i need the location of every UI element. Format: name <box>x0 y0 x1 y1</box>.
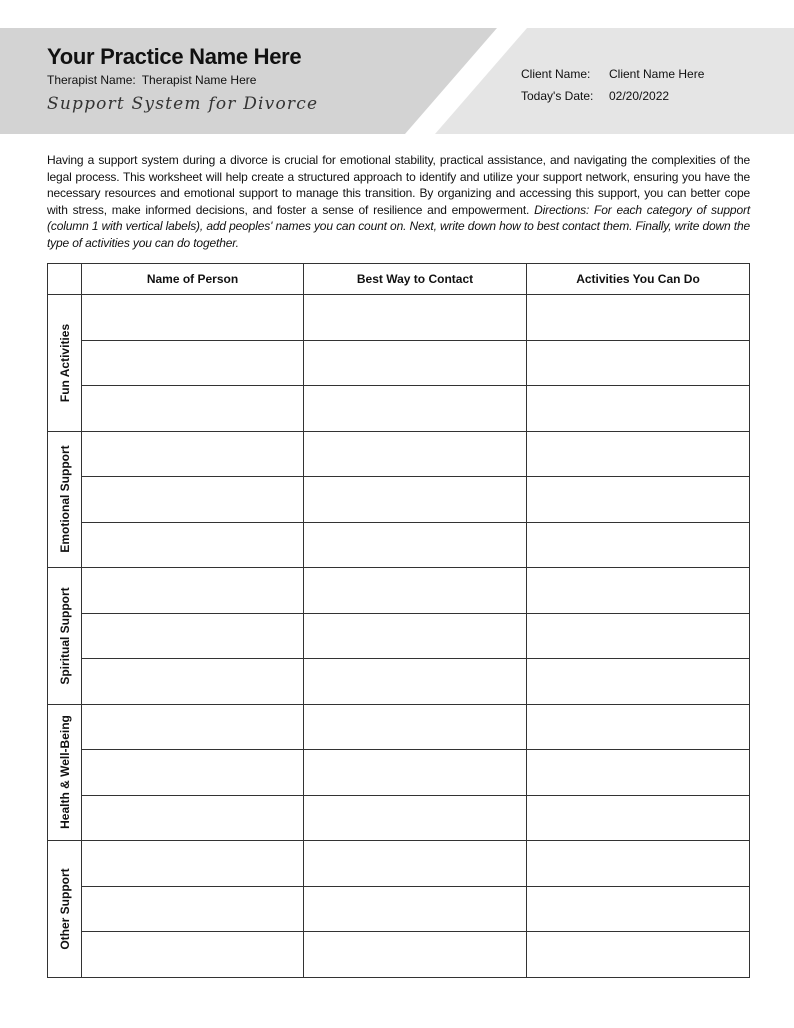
best-way-to-contact-cell[interactable] <box>304 613 527 659</box>
category-label: Fun Activities <box>57 323 72 402</box>
practice-name: Your Practice Name Here <box>47 44 302 69</box>
name-of-person-cell[interactable] <box>82 750 304 796</box>
table-row <box>48 659 750 705</box>
category-cell <box>48 568 82 705</box>
name-of-person-cell[interactable] <box>82 477 304 523</box>
table-row <box>48 750 750 796</box>
table-row <box>48 295 750 341</box>
activities-cell[interactable] <box>527 613 750 659</box>
name-of-person-cell[interactable] <box>82 613 304 659</box>
name-of-person-cell[interactable] <box>82 431 304 477</box>
table-header-row <box>48 264 750 295</box>
activities-cell[interactable] <box>527 795 750 841</box>
category-label: Health & Well-Being <box>57 715 72 830</box>
todays-date <box>521 89 670 103</box>
best-way-to-contact-cell[interactable] <box>304 750 527 796</box>
best-way-to-contact-cell[interactable] <box>304 386 527 432</box>
activities-cell[interactable] <box>527 886 750 932</box>
support-table <box>47 263 750 978</box>
best-way-to-contact-cell[interactable] <box>304 704 527 750</box>
category-cell <box>48 295 82 432</box>
name-of-person-cell[interactable] <box>82 841 304 887</box>
name-of-person-cell[interactable] <box>82 932 304 978</box>
table-row <box>48 568 750 614</box>
header-best-way-to-contact: Best Way to Contact <box>304 264 527 295</box>
best-way-to-contact-cell[interactable] <box>304 841 527 887</box>
therapist-label: Therapist Name: <box>47 73 136 87</box>
best-way-to-contact-cell[interactable] <box>304 886 527 932</box>
date-value: 02/20/2022 <box>609 89 670 103</box>
category-cell <box>48 841 82 978</box>
directions-text: Directions: For each category of support (column 1 with vertical labels), add peoples' names you can count on. Next, write down how to best contact them. Finally, write down the type of activities you can do together. <box>47 202 751 250</box>
table-row <box>48 613 750 659</box>
best-way-to-contact-cell[interactable] <box>304 295 527 341</box>
category-cell <box>48 704 82 841</box>
category-label: Spiritual Support <box>57 587 72 685</box>
best-way-to-contact-cell[interactable] <box>304 431 527 477</box>
category-label: Emotional Support <box>57 445 72 553</box>
table-row <box>48 886 750 932</box>
name-of-person-cell[interactable] <box>82 795 304 841</box>
best-way-to-contact-cell[interactable] <box>304 659 527 705</box>
best-way-to-contact-cell[interactable] <box>304 568 527 614</box>
activities-cell[interactable] <box>527 750 750 796</box>
category-cell <box>48 431 82 568</box>
name-of-person-cell[interactable] <box>82 386 304 432</box>
client-label: Client Name: <box>521 67 591 81</box>
table-row <box>48 477 750 523</box>
client-name <box>521 67 705 81</box>
name-of-person-cell[interactable] <box>82 659 304 705</box>
name-of-person-cell[interactable] <box>82 568 304 614</box>
table-row <box>48 431 750 477</box>
table-row <box>48 340 750 386</box>
worksheet-title: Support System for Divorce <box>47 94 319 114</box>
intro-paragraph <box>47 152 750 251</box>
activities-cell[interactable] <box>527 932 750 978</box>
best-way-to-contact-cell[interactable] <box>304 932 527 978</box>
table-row <box>48 386 750 432</box>
table-row <box>48 841 750 887</box>
header-band-right <box>430 28 794 134</box>
activities-cell[interactable] <box>527 477 750 523</box>
best-way-to-contact-cell[interactable] <box>304 477 527 523</box>
name-of-person-cell[interactable] <box>82 886 304 932</box>
activities-cell[interactable] <box>527 568 750 614</box>
activities-cell[interactable] <box>527 340 750 386</box>
table-row <box>48 932 750 978</box>
header-category <box>48 264 82 295</box>
best-way-to-contact-cell[interactable] <box>304 795 527 841</box>
name-of-person-cell[interactable] <box>82 295 304 341</box>
activities-cell[interactable] <box>527 295 750 341</box>
activities-cell[interactable] <box>527 522 750 568</box>
activities-cell[interactable] <box>527 704 750 750</box>
activities-cell[interactable] <box>527 841 750 887</box>
category-label: Other Support <box>57 868 72 950</box>
activities-cell[interactable] <box>527 386 750 432</box>
table-row <box>48 704 750 750</box>
therapist-name <box>47 73 256 87</box>
table-row <box>48 795 750 841</box>
activities-cell[interactable] <box>527 431 750 477</box>
therapist-value: Therapist Name Here <box>141 73 257 87</box>
name-of-person-cell[interactable] <box>82 522 304 568</box>
intro-text: Having a support system during a divorce is crucial for emotional stability, practical assistance, and navigating the complexities of the legal process. This worksheet will help create a structured approach to identify and utilize your support network, ensuring you have the necessary resources and emotional support to manage this transition. By organizing and accessing this support, you can better cope with stress, make informed decisions, and foster a sense of resilience and empowerment. <box>47 153 750 217</box>
name-of-person-cell[interactable] <box>82 704 304 750</box>
client-value: Client Name Here <box>609 67 705 81</box>
best-way-to-contact-cell[interactable] <box>304 522 527 568</box>
table-row <box>48 522 750 568</box>
header-name-of-person: Name of Person <box>82 264 304 295</box>
best-way-to-contact-cell[interactable] <box>304 340 527 386</box>
header-activities: Activities You Can Do <box>527 264 750 295</box>
name-of-person-cell[interactable] <box>82 340 304 386</box>
date-label: Today's Date: <box>521 89 594 103</box>
activities-cell[interactable] <box>527 659 750 705</box>
